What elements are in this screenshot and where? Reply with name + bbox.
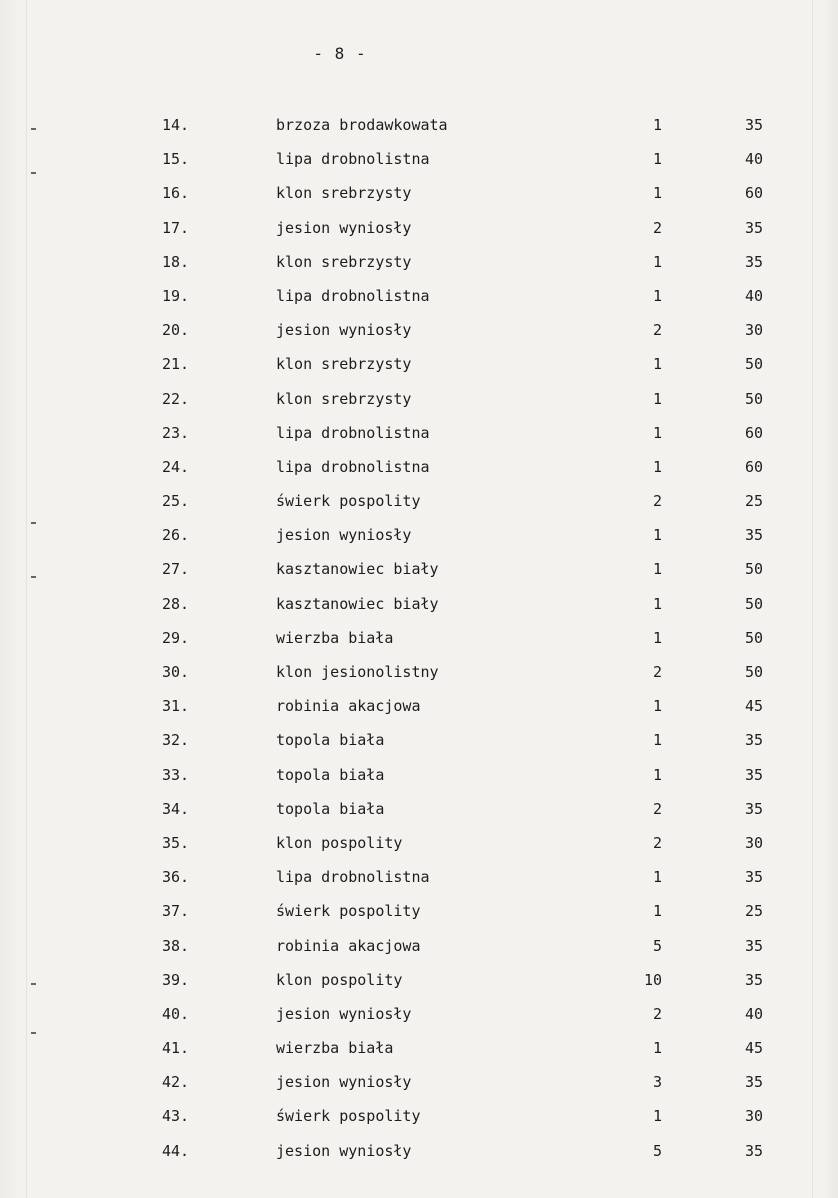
row-number: 16. bbox=[162, 184, 190, 203]
species-name: jesion wyniosły bbox=[276, 526, 412, 545]
tree-count: 2 bbox=[652, 833, 662, 852]
tree-size: 30 bbox=[744, 1107, 763, 1126]
tree-count: 3 bbox=[652, 1073, 662, 1092]
row-number: 26. bbox=[162, 526, 190, 545]
row-number: 14. bbox=[162, 116, 190, 134]
tree-size: 35 bbox=[744, 970, 763, 989]
tree-size: 35 bbox=[744, 1073, 763, 1092]
row-number: 36. bbox=[162, 868, 190, 887]
tree-size: 40 bbox=[744, 150, 763, 169]
row-number: 44. bbox=[162, 1141, 190, 1160]
table-row bbox=[0, 1101, 838, 1135]
table-row bbox=[0, 452, 838, 486]
row-number: 21. bbox=[162, 355, 190, 374]
table-row bbox=[0, 520, 838, 554]
tree-count: 2 bbox=[652, 218, 662, 237]
row-number: 38. bbox=[162, 936, 190, 955]
row-number: 37. bbox=[162, 902, 190, 921]
row-number: 30. bbox=[162, 663, 190, 681]
tree-size: 35 bbox=[744, 799, 763, 818]
species-name: wierzba biała bbox=[276, 1039, 394, 1058]
species-name: klon srebrzysty bbox=[276, 355, 412, 374]
tree-count: 1 bbox=[652, 765, 662, 784]
row-number: 18. bbox=[162, 252, 190, 271]
tree-size: 35 bbox=[744, 731, 763, 750]
row-number: 20. bbox=[162, 321, 190, 340]
species-name: topola biała bbox=[276, 765, 385, 784]
tree-count: 1 bbox=[652, 526, 662, 545]
row-number: 34. bbox=[162, 799, 190, 818]
species-name: jesion wyniosły bbox=[276, 1141, 412, 1160]
species-name: jesion wyniosły bbox=[276, 321, 412, 340]
tree-count: 1 bbox=[652, 731, 662, 750]
species-name: kasztanowiec biały bbox=[276, 594, 439, 613]
species-name: klon srebrzysty bbox=[276, 184, 412, 203]
tree-size: 35 bbox=[744, 765, 763, 784]
tree-count: 1 bbox=[652, 423, 662, 442]
tree-size: 30 bbox=[744, 833, 763, 852]
tree-size: 35 bbox=[744, 252, 763, 271]
row-number: 19. bbox=[162, 286, 190, 305]
table-row bbox=[0, 828, 838, 862]
tree-size: 40 bbox=[744, 286, 763, 305]
species-name: kasztanowiec biały bbox=[276, 560, 439, 579]
species-name: jesion wyniosły bbox=[276, 1073, 412, 1092]
species-name: klon pospolity bbox=[276, 970, 403, 989]
tree-size: 50 bbox=[744, 355, 763, 374]
tree-count: 1 bbox=[652, 389, 662, 408]
table-row bbox=[0, 554, 838, 588]
table-row bbox=[0, 247, 838, 281]
species-name: wierzba biała bbox=[276, 628, 394, 647]
tree-count: 1 bbox=[652, 1107, 662, 1126]
tree-count: 1 bbox=[652, 902, 662, 921]
tree-count: 1 bbox=[652, 355, 662, 374]
tree-size: 60 bbox=[744, 184, 763, 203]
tree-count: 1 bbox=[652, 286, 662, 305]
species-table bbox=[0, 110, 838, 1170]
page-number: - 8 - bbox=[313, 44, 367, 63]
species-name: robinia akacjowa bbox=[276, 936, 421, 955]
tree-size: 45 bbox=[744, 1039, 763, 1058]
table-row bbox=[0, 1136, 838, 1170]
table-row bbox=[0, 691, 838, 725]
tree-count: 1 bbox=[652, 868, 662, 887]
tree-size: 25 bbox=[744, 492, 763, 511]
species-name: klon srebrzysty bbox=[276, 252, 412, 271]
tree-count: 1 bbox=[652, 1039, 662, 1058]
table-row bbox=[0, 896, 838, 930]
tree-count: 1 bbox=[652, 457, 662, 476]
tree-size: 35 bbox=[744, 868, 763, 887]
species-name: lipa drobnolistna bbox=[276, 150, 430, 169]
row-number: 24. bbox=[162, 457, 190, 476]
species-name: lipa drobnolistna bbox=[276, 423, 430, 442]
row-number: 31. bbox=[162, 697, 190, 716]
tree-count: 1 bbox=[652, 560, 662, 579]
table-row bbox=[0, 862, 838, 896]
table-row bbox=[0, 1033, 838, 1067]
table-row bbox=[0, 760, 838, 794]
tree-count: 2 bbox=[652, 1004, 662, 1023]
table-row bbox=[0, 486, 838, 520]
tree-size: 30 bbox=[744, 321, 763, 340]
species-name: świerk pospolity bbox=[276, 902, 421, 921]
row-number: 40. bbox=[162, 1004, 190, 1023]
table-row bbox=[0, 144, 838, 178]
tree-size: 25 bbox=[744, 902, 763, 921]
row-number: 32. bbox=[162, 731, 190, 750]
table-row bbox=[0, 178, 838, 212]
tree-size: 45 bbox=[744, 697, 763, 716]
table-row bbox=[0, 965, 838, 999]
row-number: 33. bbox=[162, 765, 190, 784]
table-row bbox=[0, 213, 838, 247]
tree-size: 35 bbox=[744, 936, 763, 955]
row-number: 43. bbox=[162, 1107, 190, 1126]
tree-size: 35 bbox=[744, 218, 763, 237]
species-name: klon pospolity bbox=[276, 833, 403, 852]
table-row bbox=[0, 315, 838, 349]
tree-size: 35 bbox=[744, 526, 763, 545]
row-number: 39. bbox=[162, 970, 190, 989]
species-name: jesion wyniosły bbox=[276, 1004, 412, 1023]
table-row bbox=[0, 794, 838, 828]
tree-count: 1 bbox=[652, 594, 662, 613]
table-row bbox=[0, 725, 838, 759]
row-number: 22. bbox=[162, 389, 190, 408]
row-number: 17. bbox=[162, 218, 190, 237]
row-number: 35. bbox=[162, 833, 190, 852]
tree-size: 50 bbox=[744, 628, 763, 647]
species-name: świerk pospolity bbox=[276, 1107, 421, 1126]
tree-size: 50 bbox=[744, 389, 763, 408]
tree-count: 5 bbox=[652, 1141, 662, 1160]
tree-size: 50 bbox=[744, 663, 763, 681]
tree-count: 1 bbox=[652, 697, 662, 716]
tree-size: 60 bbox=[744, 457, 763, 476]
table-row bbox=[0, 281, 838, 315]
row-number: 28. bbox=[162, 594, 190, 613]
row-number: 23. bbox=[162, 423, 190, 442]
row-number: 15. bbox=[162, 150, 190, 169]
tree-count: 2 bbox=[652, 321, 662, 340]
table-row bbox=[0, 1067, 838, 1101]
tree-count: 1 bbox=[652, 628, 662, 647]
species-name: lipa drobnolistna bbox=[276, 457, 430, 476]
tree-size: 60 bbox=[744, 423, 763, 442]
table-row bbox=[0, 657, 838, 691]
tree-count: 10 bbox=[643, 970, 662, 989]
table-row bbox=[0, 384, 838, 418]
table-row bbox=[0, 349, 838, 383]
table-row bbox=[0, 623, 838, 657]
row-number: 41. bbox=[162, 1039, 190, 1058]
species-name: topola biała bbox=[276, 731, 385, 750]
species-name: klon srebrzysty bbox=[276, 389, 412, 408]
table-row bbox=[0, 589, 838, 623]
tree-size: 50 bbox=[744, 594, 763, 613]
species-name: świerk pospolity bbox=[276, 492, 421, 511]
tree-size: 35 bbox=[744, 116, 763, 134]
tree-size: 50 bbox=[744, 560, 763, 579]
tree-count: 1 bbox=[652, 150, 662, 169]
tree-count: 1 bbox=[652, 116, 662, 134]
row-number: 29. bbox=[162, 628, 190, 647]
row-number: 27. bbox=[162, 560, 190, 579]
tree-count: 2 bbox=[652, 663, 662, 681]
tree-count: 2 bbox=[652, 799, 662, 818]
table-row bbox=[0, 110, 838, 144]
species-name: jesion wyniosły bbox=[276, 218, 412, 237]
table-row bbox=[0, 999, 838, 1033]
species-name: topola biała bbox=[276, 799, 385, 818]
tree-size: 35 bbox=[744, 1141, 763, 1160]
tree-count: 5 bbox=[652, 936, 662, 955]
species-name: lipa drobnolistna bbox=[276, 286, 430, 305]
row-number: 25. bbox=[162, 492, 190, 511]
tree-count: 2 bbox=[652, 492, 662, 511]
species-name: brzoza brodawkowata bbox=[276, 116, 448, 134]
tree-size: 40 bbox=[744, 1004, 763, 1023]
tree-count: 1 bbox=[652, 252, 662, 271]
species-name: klon jesionolistny bbox=[276, 663, 439, 681]
row-number: 42. bbox=[162, 1073, 190, 1092]
species-name: robinia akacjowa bbox=[276, 697, 421, 716]
tree-count: 1 bbox=[652, 184, 662, 203]
table-row bbox=[0, 418, 838, 452]
species-name: lipa drobnolistna bbox=[276, 868, 430, 887]
table-row bbox=[0, 931, 838, 965]
